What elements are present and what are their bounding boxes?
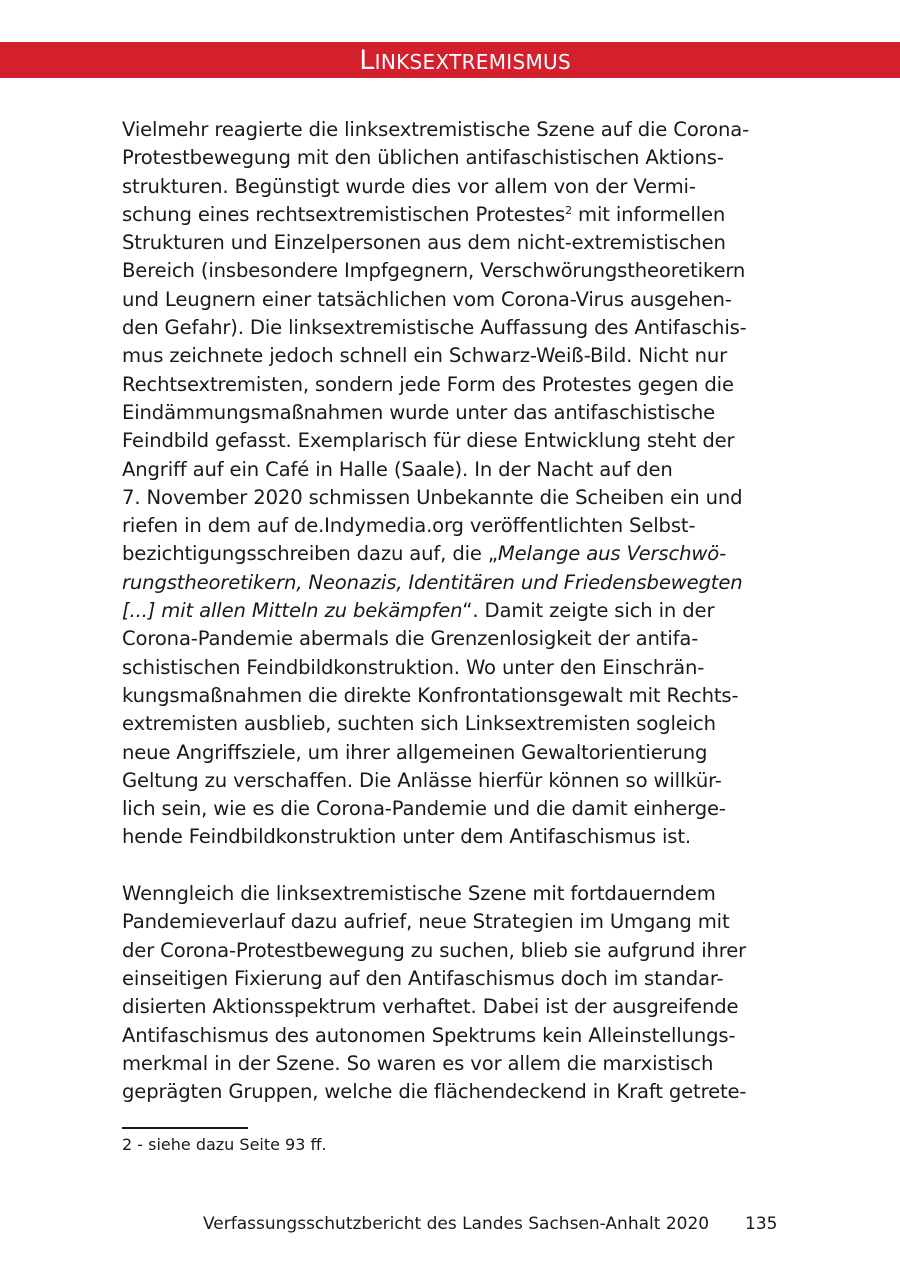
section-header-band (0, 42, 900, 78)
quotation: Melange aus Verschwö- rungstheoretikern, Neonazis, Identitären und Friedensbewegten [...] mit allen Mitteln zu bekämpfen (122, 542, 743, 623)
section-title-initial: L (359, 45, 375, 76)
paragraph-1-part-3: “. Damit zeigte sich in der Corona-Pandemie abermals die Grenzenlosigkeit der antifa- schistischen Feindbildkonstruktion. Wo unter den Einschrän- kungsmaßnahmen die direkte Konfrontationsgewalt mit Rechts- extremisten ausblieb, suchten sich Linksextremisten sogleich neue Angriffsziele, um ihrer allgemeinen Gewaltorientierung Geltung zu verschaffen. Die Anlässe hierfür können so willkür- lich sein, wie es die Corona-Pandemie und die damit einherge- hende Feindbildkonstruktion unter dem Antifaschismus ist. (122, 599, 739, 849)
section-title-rest: INKSEXTREMISMUS (374, 50, 571, 74)
main-text (122, 116, 782, 1106)
paragraph-2: Wenngleich die linksextremistische Szene mit fortdauerndem Pandemieverlauf dazu aufrief, neue Strategien im Umgang mit der Corona-Protestbewegung zu suchen, blieb sie aufgrund ihrer einseitigen Fixierung auf den Antifaschismus doch im standar- disierten Aktionsspektrum verhaftet. Dabei ist der ausgreifende Antifaschismus des autonomen Spektrums kein Alleinstellungs- merkmal in der Szene. So waren es vor allem die marxistisch geprägten Gruppen, welche die flächendeckend in Kraft getrete- (122, 882, 747, 1104)
section-title (359, 42, 571, 78)
page-number: 135 (745, 1214, 778, 1234)
footnote-reference: 2 (565, 203, 572, 217)
paragraph-1-part-2: mit informellen Strukturen und Einzelpersonen aus dem nicht-extremistischen Bereich (insbesondere Impfgegnern, Verschwörungstheoretikern und Leugnern einer tatsächlichen vom Corona-Virus ausgehen- den Gefahr). Die linksextremistische Auffassung des Antifaschis- mus zeichnete jedoch schnell ein Schwarz-Weiß-Bild. Nicht nur Rechtsextremisten, sondern jede Form des Protestes gegen die Eindämmungsmaßnahmen wurde unter das antifaschistische Feindbild gefasst. Exemplarisch für diese Entwicklung steht der Angriff auf ein Café in Halle (Saale). In der Nacht auf den 7. November 2020 schmissen Unbekannte die Scheiben ein und riefen in dem auf de.Indymedia.org veröffentlichten Selbst- bezichtigungsschreiben dazu auf, die „ (122, 202, 747, 566)
footnote-text: 2 - siehe dazu Seite 93 ff. (122, 1135, 327, 1154)
footnote-divider (122, 1127, 248, 1129)
footer-publication-title: Verfassungsschutzbericht des Landes Sachsen-Anhalt 2020 (203, 1214, 710, 1234)
paragraph-1-part-1: Vielmehr reagierte die linksextremistische Szene auf die Corona- Protestbewegung mit den üblichen antifaschistischen Aktions- strukturen. Begünstigt wurde dies vor allem von der Vermi- schung eines rechtsextremistischen Protestes (122, 118, 750, 226)
paragraph-1 (122, 116, 782, 852)
